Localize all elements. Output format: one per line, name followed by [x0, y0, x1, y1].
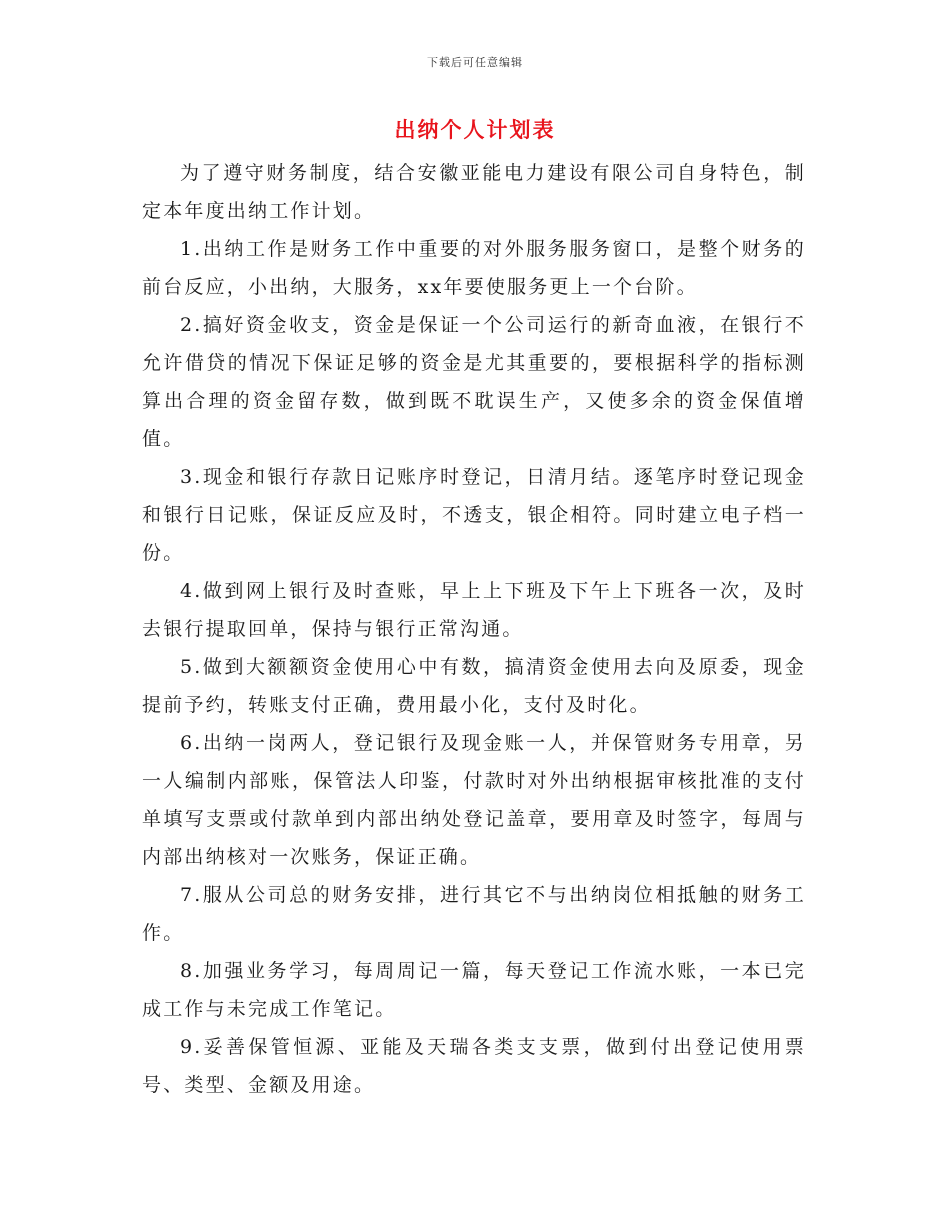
paragraph-item-5: 5.做到大额额资金使用心中有数，搞清资金使用去向及原委，现金提前予约，转账支付正确，费用最小化，支付及时化。	[142, 656, 806, 716]
paragraph-item-3: 3.现金和银行存款日记账序时登记，日清月结。逐笔序时登记现金和银行日记账，保证反应及时，不透支，银企相符。同时建立电子档一份。	[142, 466, 806, 564]
paragraph-intro: 为了遵守财务制度，结合安徽亚能电力建设有限公司自身特色，制定本年度出纳工作计划。	[142, 162, 806, 222]
paragraph-item-8: 8.加强业务学习，每周周记一篇，每天登记工作流水账，一本已完成工作与未完成工作笔记。	[142, 960, 806, 1020]
paragraph-item-6: 6.出纳一岗两人，登记银行及现金账一人，并保管财务专用章，另一人编制内部账，保管法人印鉴，付款时对外出纳根据审核批准的支付单填写支票或付款单到内部出纳处登记盖章，要用章及时签字，每周与内部出纳核对一次账务，保证正确。	[142, 732, 806, 868]
document-title: 出纳个人计划表	[394, 117, 556, 142]
paragraph-item-2: 2.搞好资金收支，资金是保证一个公司运行的新奇血液，在银行不允许借贷的情况下保证足够的资金是尤其重要的，要根据科学的指标测算出合理的资金留存数，做到既不耽误生产，又使多余的资金保值增值。	[142, 314, 806, 450]
paragraph-item-9: 9.妥善保管恒源、亚能及天瑞各类支支票，做到付出登记使用票号、类型、金额及用途。	[142, 1036, 806, 1096]
paragraph-item-4: 4.做到网上银行及时查账，早上上下班及下午上下班各一次，及时去银行提取回单，保持与银行正常沟通。	[142, 580, 806, 640]
paragraph-item-1: 1.出纳工作是财务工作中重要的对外服务服务窗口，是整个财务的前台反应，小出纳，大服务，xx年要使服务更上一个台阶。	[142, 238, 806, 298]
document-body	[142, 154, 806, 1104]
paragraph-item-7: 7.服从公司总的财务安排，进行其它不与出纳岗位相抵触的财务工作。	[142, 884, 806, 944]
header-note: 下载后可任意编辑	[427, 56, 523, 69]
